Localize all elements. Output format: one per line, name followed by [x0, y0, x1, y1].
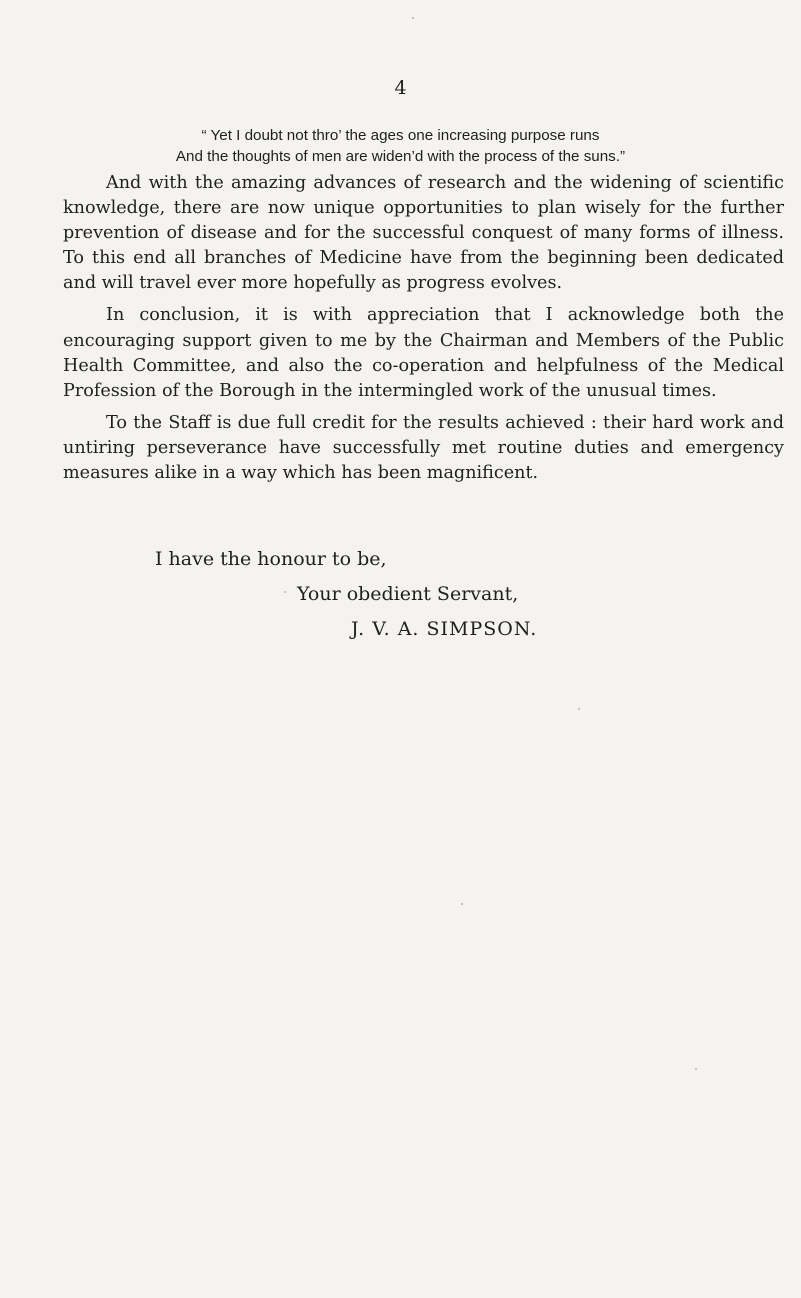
closing-honour: I have the honour to be,: [155, 548, 387, 570]
main-text: [63, 171, 784, 486]
quote-line-2: And the thoughts of men are widen’d with the process of the suns.”: [175, 147, 626, 165]
paper-speck: [284, 591, 286, 593]
paper-speck: [461, 903, 463, 905]
paragraph-research: And with the amazing advances of research and the widening of scientific knowledge, there are now unique opportunities to plan wisely for the further prevention of disease and for the successful conquest of many forms of illness. To this end all branches of Medicine have from the beginning been dedicated and will travel ever more hopefully as progress evolves.: [63, 173, 784, 294]
signature: J. V. A. SIMPSON.: [351, 618, 538, 640]
opening-quote: [0, 126, 801, 167]
paper-speck: [412, 17, 414, 19]
paper-speck: [578, 708, 580, 710]
page-number: 4: [394, 77, 407, 99]
paragraph-conclusion: In conclusion, it is with appreciation that I acknowledge both the encouraging support given to me by the Chairman and Members of the Public Health Committee, and also the co-operation and helpfulness of the Medical Profession of the Borough in the intermingled work of the unusual times.: [63, 305, 784, 401]
paragraph-staff: To the Staff is due full credit for the results achieved : their hard work and untiring perseverance have successfully met routine duties and emergency measures alike in a way which has been magnificent.: [63, 412, 784, 484]
closing-servant: Your obedient Servant,: [297, 583, 519, 605]
paper-speck: [695, 1068, 697, 1070]
quote-line-1: “ Yet I doubt not thro’ the ages one increasing purpose runs: [201, 127, 600, 144]
